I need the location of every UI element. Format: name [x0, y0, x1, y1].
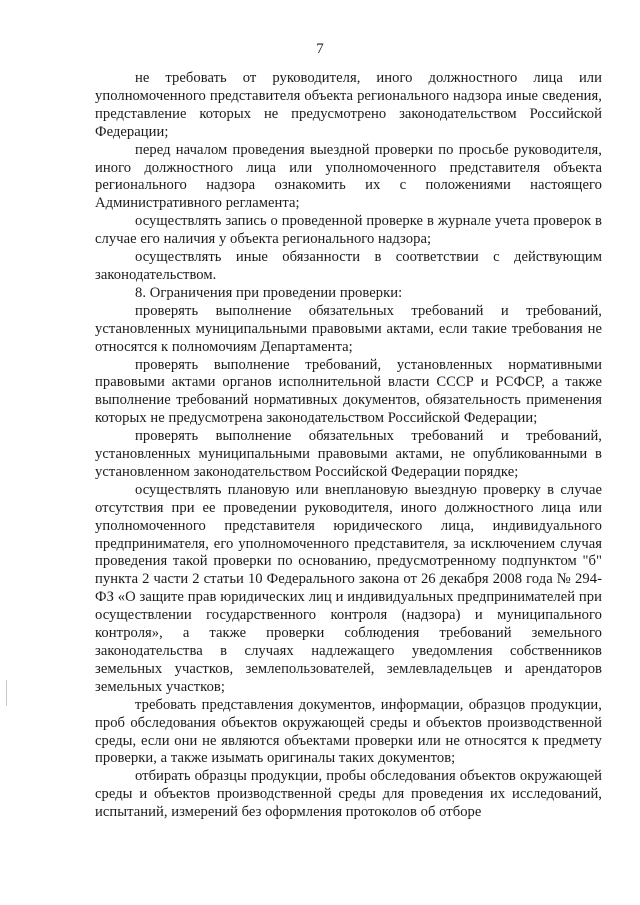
scan-edge-mark	[6, 680, 7, 706]
paragraph-restriction-ussr-acts: проверять выполнение требований, установленных нормативными правовыми актами органов исполнительной власти СССР и РСФСР, а также выполнение требований нормативных документов, обязательность применения которых не предусмотрена законодательством Российской Федерации;	[95, 356, 602, 427]
page-number: 7	[316, 41, 324, 57]
paragraph-restriction-municipal-acts: проверять выполнение обязательных требований и требований, установленных муниципальными правовыми актами, если такие требования не относятся к полномочиям Департамента;	[95, 302, 602, 355]
paragraph-other-duties: осуществлять иные обязанности в соответствии с действующим законодательством.	[95, 249, 602, 283]
paragraph-restriction-unpublished-acts: проверять выполнение обязательных требований и требований, установленных муниципальными правовыми актами, не опубликованными в установленном законодательством Российской Федерации порядке;	[95, 428, 602, 480]
document-body	[95, 70, 602, 822]
paragraph-restriction-samples: отбирать образцы продукции, пробы обследования объектов окружающей среды и объектов производственной среды для проведения их исследований, испытаний, измерений без оформления протоколов об отборе	[95, 768, 602, 821]
paragraph-familiarize-with-regulation: перед началом проведения выездной проверки по просьбе руководителя, иного должностного лица или уполномоченного представителя объекта регионального надзора ознакомить их с положениями настоящего Административного регламента;	[95, 141, 602, 212]
paragraph-journal-record: осуществлять запись о проведенной проверке в журнале учета проверок в случае его наличия у объекта регионального надзора;	[95, 213, 602, 248]
paragraph-restriction-documents: требовать представления документов, информации, образцов продукции, проб обследования объектов окружающей среды и объектов производственной среды, если они не являются объектами проверки или не относятся к предмету проверки, а также изымать оригиналы таких документов;	[95, 696, 602, 767]
section-8-heading: 8. Ограничения при проведении проверки:	[135, 284, 403, 301]
paragraph-no-extra-info-demand: не требовать от руководителя, иного должностного лица или уполномоченного представителя объекта регионального надзора иные сведения, представление которых не предусмотрено законодательством Российской Федерации;	[95, 70, 602, 140]
paragraph-restriction-absence-inspection: осуществлять плановую или внеплановую выездную проверку в случае отсутствия при ее проведении руководителя, иного должностного лица или уполномоченного представителя юридического лица, индивидуального предпринимателя, его уполномоченного представителя, за исключением случая проведения такой проверки по основанию, предусмотренному подпунктом "б" пункта 2 части 2 статьи 10 Федерального закона от 26 декабря 2008 года № 294-ФЗ «О защите прав юридических лиц и индивидуальных предпринимателей при осуществлении государственного контроля (надзора) и муниципального контроля», а также проверки соблюдения требований земельного законодательства в случаях надлежащего уведомления собственников земельных участков, землепользователей, землевладельцев и арендаторов земельных участков;	[95, 481, 602, 695]
